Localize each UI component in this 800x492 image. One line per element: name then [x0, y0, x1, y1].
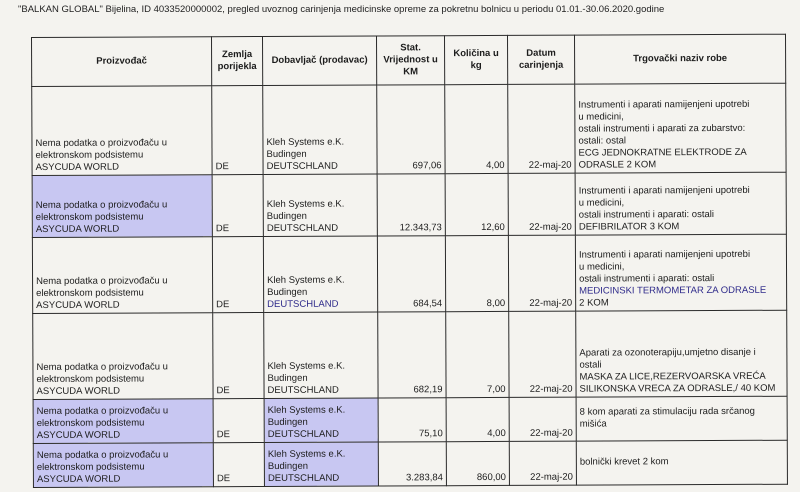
- table-row: [33, 440, 787, 487]
- manufacturer-cell: Nema podatka o proizvođaču u elektronskom podsistemu ASYCUDA WORLD: [33, 399, 213, 444]
- manufacturer-cell: Nema podatka o proizvođaču u elektronskom podsistemu ASYCUDA WORLD: [32, 237, 212, 314]
- header-value: Stat. Vrijednost u KM: [376, 36, 444, 85]
- goods-cell: Instrumenti i aparati namijenjeni upotrebi u medicini, ostali instrumenti i aparati: ostali DEFIBRILATOR 3 KOM: [575, 172, 786, 235]
- header-quantity: Količina u kg: [444, 35, 507, 84]
- date-cell: 22-maj-20: [509, 397, 576, 441]
- country-cell: DE: [213, 312, 264, 398]
- value-cell: 75,10: [378, 398, 446, 442]
- supplier-cell: Kleh Systems e.K. Budingen DEUTSCHLAND: [264, 398, 378, 442]
- header-goods: Trgovački naziv robe: [574, 34, 785, 84]
- goods-cell: 8 kom aparati za stimulaciju rada srčanog mišića: [576, 396, 787, 441]
- supplier-cell: Kleh Systems e.K. Budingen DEUTSCHLAND: [263, 174, 377, 236]
- manufacturer-cell: Nema podatka o proizvođaču u elektronskom podsistemu ASYCUDA WORLD: [33, 313, 213, 400]
- header-country: Zemlja porijekla: [212, 36, 263, 85]
- quantity-cell: 860,00: [446, 441, 509, 485]
- supplier-cell: Kleh Systems e.K. Budingen DEUTSCHLAND: [264, 442, 378, 486]
- table-row: [33, 310, 787, 399]
- date-cell: 22-maj-20: [508, 84, 575, 173]
- value-cell: 684,54: [377, 236, 445, 312]
- table-row: [32, 234, 786, 313]
- customs-table: [31, 34, 788, 488]
- country-cell: DE: [212, 85, 263, 174]
- country-cell: DE: [212, 236, 263, 312]
- country-cell: DE: [213, 442, 264, 486]
- date-cell: 22-maj-20: [509, 311, 576, 397]
- goods-cell: Instrumenti i aparati namijenjeni upotrebi u medicini, ostali instrumenti i aparati za zubarstvo: ostali: ostal ECG JEDNOKRATNE ELEKTRODE ZA ODRASLE 2 KOM: [575, 83, 786, 173]
- country-cell: DE: [213, 398, 264, 442]
- country-cell: DE: [212, 174, 263, 236]
- manufacturer-cell: Nema podatka o proizvođaču u elektronskom podsistemu ASYCUDA WORLD: [32, 175, 212, 238]
- table-row: [33, 396, 787, 443]
- goods-cell: bolnički krevet 2 kom: [576, 440, 787, 485]
- header-row: [32, 34, 786, 86]
- table-row: [32, 172, 786, 237]
- quantity-cell: 12,60: [445, 173, 508, 235]
- header-supplier: Dobavljač (prodavac): [262, 36, 376, 85]
- date-cell: 22-maj-20: [508, 173, 575, 235]
- value-cell: 12.343,73: [377, 174, 445, 236]
- header-manufacturer: Proizvođač: [32, 37, 212, 87]
- supplier-cell: Kleh Systems e.K. Budingen DEUTSCHLAND: [263, 85, 377, 174]
- document-title: "BALKAN GLOBAL" Bijelina, ID 4033520000002, pregled uvoznog carinjenja medicinske opreme za pokretnu bolnicu u periodu 01.01.-30.06.2020.godine: [18, 4, 665, 15]
- goods-cell: Instrumenti i aparati namijenjeni upotrebi u medicini, ostali instrumenti i aparati: ostali MEDICINSKI TERMOMETAR ZA ODRASLE 2 KOM: [575, 234, 786, 311]
- date-cell: 22-maj-20: [508, 235, 575, 311]
- quantity-cell: 8,00: [445, 235, 508, 311]
- goods-cell: Aparati za ozonoterapiju,umjetno disanje i ostali MASKA ZA LICE,REZERVOARSKA VREĆA SILIKONSKA VRECA ZA ODRASLE,/ 40 KOM: [576, 310, 787, 397]
- quantity-cell: 4,00: [445, 84, 508, 173]
- value-cell: 697,06: [377, 85, 445, 174]
- manufacturer-cell: Nema podatka o proizvođaču u elektronskom podsistemu ASYCUDA WORLD: [33, 443, 213, 488]
- supplier-cell: Kleh Systems e.K. Budingen DEUTSCHLAND: [263, 236, 377, 312]
- supplier-cell: Kleh Systems e.K. Budingen DEUTSCHLAND: [264, 312, 378, 398]
- quantity-cell: 4,00: [446, 397, 509, 441]
- header-date: Datum carinjenja: [507, 35, 574, 84]
- value-cell: 3.283,84: [378, 442, 446, 486]
- manufacturer-cell: Nema podatka o proizvođaču u elektronskom podsistemu ASYCUDA WORLD: [32, 86, 212, 176]
- date-cell: 22-maj-20: [509, 441, 576, 485]
- table-row: [32, 83, 786, 175]
- value-cell: 682,19: [378, 312, 446, 398]
- quantity-cell: 7,00: [446, 311, 509, 397]
